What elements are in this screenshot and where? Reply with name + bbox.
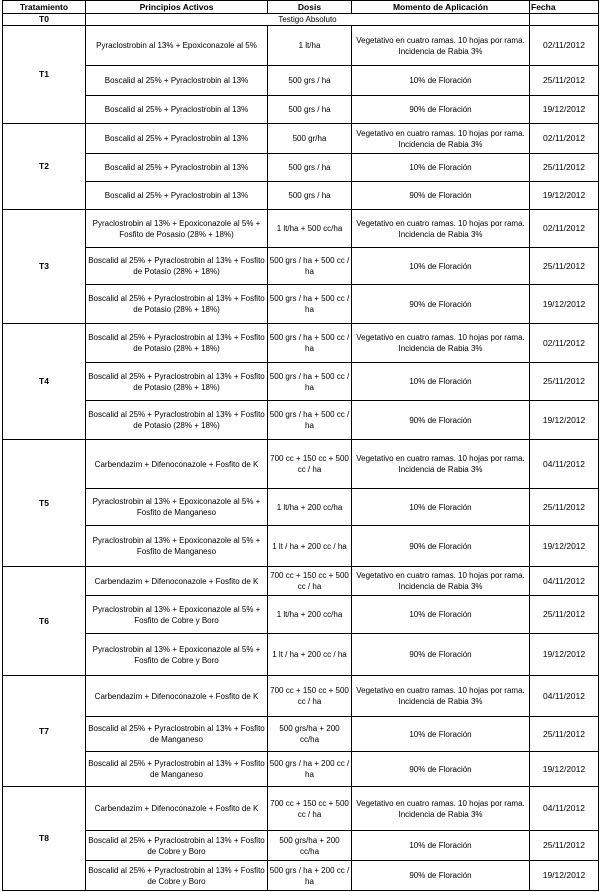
- dose-cell: 1 lt / ha + 200 cc / ha: [268, 526, 352, 567]
- application-moment-cell: 10% de Floración: [352, 489, 530, 526]
- dose-cell: 500 grs / ha: [268, 182, 352, 210]
- dose-cell: 500 grs / ha: [268, 96, 352, 124]
- application-moment-cell: 90% de Floración: [352, 752, 530, 787]
- dose-cell: 500 grs / ha + 500 cc / ha: [268, 285, 352, 324]
- table-row: [3, 248, 599, 285]
- table-row: [3, 182, 599, 210]
- application-moment-cell: 10% de Floración: [352, 248, 530, 285]
- active-ingredient-cell: Boscalid al 25% + Pyraclostrobin al 13% + Fosfito de Cobre y Boro: [86, 831, 268, 861]
- table-row: [3, 440, 599, 489]
- date-cell: 25/11/2012: [530, 363, 599, 401]
- treatment-name: T2: [3, 124, 86, 210]
- active-ingredient-cell: Boscalid al 25% + Pyraclostrobin al 13% + Fosfito de Potasio (28% + 18%): [86, 285, 268, 324]
- application-moment-cell: 10% de Floración: [352, 363, 530, 401]
- table-row: [3, 676, 599, 717]
- dose-cell: 500 gr/ha: [268, 124, 352, 154]
- active-ingredient-cell: Boscalid al 25% + Pyraclostrobin al 13% + Fosfito de Cobre y Boro: [86, 861, 268, 891]
- application-moment-cell: 90% de Floración: [352, 285, 530, 324]
- t0-row: [3, 14, 599, 26]
- dose-cell: 500 grs / ha: [268, 66, 352, 96]
- date-cell: 02/11/2012: [530, 210, 599, 248]
- date-cell: 02/11/2012: [530, 26, 599, 66]
- dose-cell: 1 lt/ha + 200 cc/ha: [268, 489, 352, 526]
- dose-cell: 500 grs / ha + 200 cc / ha: [268, 752, 352, 787]
- application-moment-cell: Vegetativo en cuatro ramas. 10 hojas por rama. Incidencia de Rabia 3%: [352, 124, 530, 154]
- header-row: [3, 1, 599, 14]
- application-moment-cell: 90% de Floración: [352, 861, 530, 891]
- active-ingredient-cell: Boscalid al 25% + Pyraclostrobin al 13%: [86, 124, 268, 154]
- date-cell: 25/11/2012: [530, 596, 599, 634]
- table-row: [3, 154, 599, 182]
- date-cell: 19/12/2012: [530, 285, 599, 324]
- date-cell: 25/11/2012: [530, 717, 599, 752]
- dose-cell: 500 grs / ha + 200 cc / ha: [268, 861, 352, 891]
- date-cell: 19/12/2012: [530, 526, 599, 567]
- active-ingredient-cell: Carbendazim + Difenoconazole + Fosfito de K: [86, 676, 268, 717]
- active-ingredient-cell: Boscalid al 25% + Pyraclostrobin al 13%: [86, 66, 268, 96]
- table-row: [3, 752, 599, 787]
- dose-cell: 1 lt/ha + 200 cc/ha: [268, 596, 352, 634]
- dose-cell: 700 cc + 150 cc + 500 cc / ha: [268, 787, 352, 831]
- treatment-name: T8: [3, 787, 86, 891]
- application-moment-cell: Vegetativo en cuatro ramas. 10 hojas por rama. Incidencia de Rabia 3%: [352, 210, 530, 248]
- table-row: [3, 363, 599, 401]
- date-cell: 04/11/2012: [530, 567, 599, 596]
- table-row: [3, 96, 599, 124]
- active-ingredient-cell: Carbendazim + Difenoconazole + Fosfito de K: [86, 440, 268, 489]
- table-row: [3, 567, 599, 596]
- dose-cell: 1 lt/ha + 500 cc/ha: [268, 210, 352, 248]
- date-cell: 19/12/2012: [530, 634, 599, 676]
- application-moment-cell: 90% de Floración: [352, 182, 530, 210]
- dose-cell: 500 grs / ha + 500 cc / ha: [268, 324, 352, 363]
- t0-label: Testigo Absoluto: [86, 14, 530, 26]
- table-row: [3, 596, 599, 634]
- table-row: [3, 401, 599, 440]
- table-row: [3, 717, 599, 752]
- treatment-table: [2, 0, 599, 891]
- active-ingredient-cell: Pyraclostrobin al 13% + Epoxiconazole al 5%: [86, 26, 268, 66]
- application-moment-cell: Vegetativo en cuatro ramas. 10 hojas por rama. Incidencia de Rabia 3%: [352, 324, 530, 363]
- application-moment-cell: 90% de Floración: [352, 526, 530, 567]
- dose-cell: 700 cc + 150 cc + 500 cc / ha: [268, 567, 352, 596]
- application-moment-cell: Vegetativo en cuatro ramas. 10 hojas por rama. Incidencia de Rabia 3%: [352, 440, 530, 489]
- application-moment-cell: Vegetativo en cuatro ramas. 10 hojas por rama. Incidencia de Rabia 3%: [352, 676, 530, 717]
- table-row: [3, 831, 599, 861]
- table-row: [3, 124, 599, 154]
- dose-cell: 1 lt / ha + 200 cc / ha: [268, 634, 352, 676]
- date-cell: 19/12/2012: [530, 401, 599, 440]
- dose-cell: 500 grs/ha + 200 cc/ha: [268, 831, 352, 861]
- date-cell: 19/12/2012: [530, 861, 599, 891]
- application-moment-cell: Vegetativo en cuatro ramas. 10 hojas por rama. Incidencia de Rabia 3%: [352, 567, 530, 596]
- header-fecha: Fecha: [530, 1, 599, 14]
- application-moment-cell: Vegetativo en cuatro ramas. 10 hojas por rama. Incidencia de Rabia 3%: [352, 26, 530, 66]
- active-ingredient-cell: Boscalid al 25% + Pyraclostrobin al 13% + Fosfito de Potasio (28% + 18%): [86, 248, 268, 285]
- active-ingredient-cell: Carbendazim + Difenoconazole + Fosfito de K: [86, 787, 268, 831]
- treatment-name: T7: [3, 676, 86, 787]
- application-moment-cell: 10% de Floración: [352, 154, 530, 182]
- dose-cell: 500 grs / ha: [268, 154, 352, 182]
- dose-cell: 700 cc + 150 cc + 500 cc / ha: [268, 440, 352, 489]
- active-ingredient-cell: Pyraclostrobin al 13% + Epoxiconazole al 5% + Fosfito de Manganeso: [86, 489, 268, 526]
- date-cell: 19/12/2012: [530, 752, 599, 787]
- dose-cell: 1 lt/ha: [268, 26, 352, 66]
- active-ingredient-cell: Pyraclostrobin al 13% + Epoxiconazole al 5% + Fosfito de Cobre y Boro: [86, 596, 268, 634]
- table-row: [3, 787, 599, 831]
- treatment-name: T3: [3, 210, 86, 324]
- table-row: [3, 285, 599, 324]
- dose-cell: 500 grs / ha + 500 cc / ha: [268, 401, 352, 440]
- header-dosis: Dosis: [268, 1, 352, 14]
- active-ingredient-cell: Boscalid al 25% + Pyraclostrobin al 13% + Fosfito de Manganeso: [86, 717, 268, 752]
- dose-cell: 500 grs / ha + 500 cc / ha: [268, 248, 352, 285]
- date-cell: 02/11/2012: [530, 324, 599, 363]
- table-row: [3, 210, 599, 248]
- date-cell: 04/11/2012: [530, 787, 599, 831]
- table-row: [3, 526, 599, 567]
- table-row: [3, 489, 599, 526]
- application-moment-cell: 90% de Floración: [352, 401, 530, 440]
- active-ingredient-cell: Boscalid al 25% + Pyraclostrobin al 13% + Fosfito de Potasio (28% + 18%): [86, 363, 268, 401]
- application-moment-cell: 10% de Floración: [352, 66, 530, 96]
- dose-cell: 500 grs / ha + 500 cc / ha: [268, 363, 352, 401]
- date-cell: 25/11/2012: [530, 831, 599, 861]
- date-cell: 02/11/2012: [530, 124, 599, 154]
- active-ingredient-cell: Boscalid al 25% + Pyraclostrobin al 13%: [86, 154, 268, 182]
- active-ingredient-cell: Boscalid al 25% + Pyraclostrobin al 13%: [86, 96, 268, 124]
- application-moment-cell: 90% de Floración: [352, 96, 530, 124]
- application-moment-cell: 10% de Floración: [352, 717, 530, 752]
- treatment-name: T5: [3, 440, 86, 567]
- active-ingredient-cell: Pyraclostrobin al 13% + Epoxiconazole al 5% + Fosfito de Cobre y Boro: [86, 634, 268, 676]
- table-row: [3, 26, 599, 66]
- table-row: [3, 861, 599, 891]
- treatment-name: T4: [3, 324, 86, 440]
- active-ingredient-cell: Pyraclostrobin al 13% + Epoxiconazole al 5% + Fosfito de Posasio (28% + 18%): [86, 210, 268, 248]
- date-cell: 19/12/2012: [530, 96, 599, 124]
- active-ingredient-cell: Pyraclostrobin al 13% + Epoxiconazole al 5% + Fosfito de Manganeso: [86, 526, 268, 567]
- date-cell: 25/11/2012: [530, 154, 599, 182]
- table-row: [3, 66, 599, 96]
- header-tratamiento: Tratamiento: [3, 1, 86, 14]
- active-ingredient-cell: Boscalid al 25% + Pyraclostrobin al 13% + Fosfito de Potasio (28% + 18%): [86, 324, 268, 363]
- treatment-name: T1: [3, 26, 86, 124]
- t0-name: T0: [3, 14, 86, 26]
- header-principios: Principios Activos: [86, 1, 268, 14]
- header-momento: Momento de Aplicación: [352, 1, 530, 14]
- date-cell: 19/12/2012: [530, 182, 599, 210]
- active-ingredient-cell: Boscalid al 25% + Pyraclostrobin al 13% + Fosfito de Manganeso: [86, 752, 268, 787]
- application-moment-cell: 90% de Floración: [352, 634, 530, 676]
- date-cell: 25/11/2012: [530, 66, 599, 96]
- date-cell: 25/11/2012: [530, 489, 599, 526]
- application-moment-cell: 10% de Floración: [352, 831, 530, 861]
- treatment-name: T6: [3, 567, 86, 676]
- date-cell: 25/11/2012: [530, 248, 599, 285]
- table-row: [3, 324, 599, 363]
- application-moment-cell: Vegetativo en cuatro ramas. 10 hojas por rama. Incidencia de Rabia 3%: [352, 787, 530, 831]
- application-moment-cell: 10% de Floración: [352, 596, 530, 634]
- dose-cell: 500 grs/ha + 200 cc/ha: [268, 717, 352, 752]
- active-ingredient-cell: Carbendazim + Difenoconazole + Fosfito de K: [86, 567, 268, 596]
- active-ingredient-cell: Boscalid al 25% + Pyraclostrobin al 13% + Fosfito de Potasio (28% + 18%): [86, 401, 268, 440]
- date-cell: 04/11/2012: [530, 440, 599, 489]
- table-row: [3, 634, 599, 676]
- dose-cell: 700 cc + 150 cc + 500 cc / ha: [268, 676, 352, 717]
- date-cell: 04/11/2012: [530, 676, 599, 717]
- active-ingredient-cell: Boscalid al 25% + Pyraclostrobin al 13%: [86, 182, 268, 210]
- t0-fecha-empty: [530, 14, 599, 26]
